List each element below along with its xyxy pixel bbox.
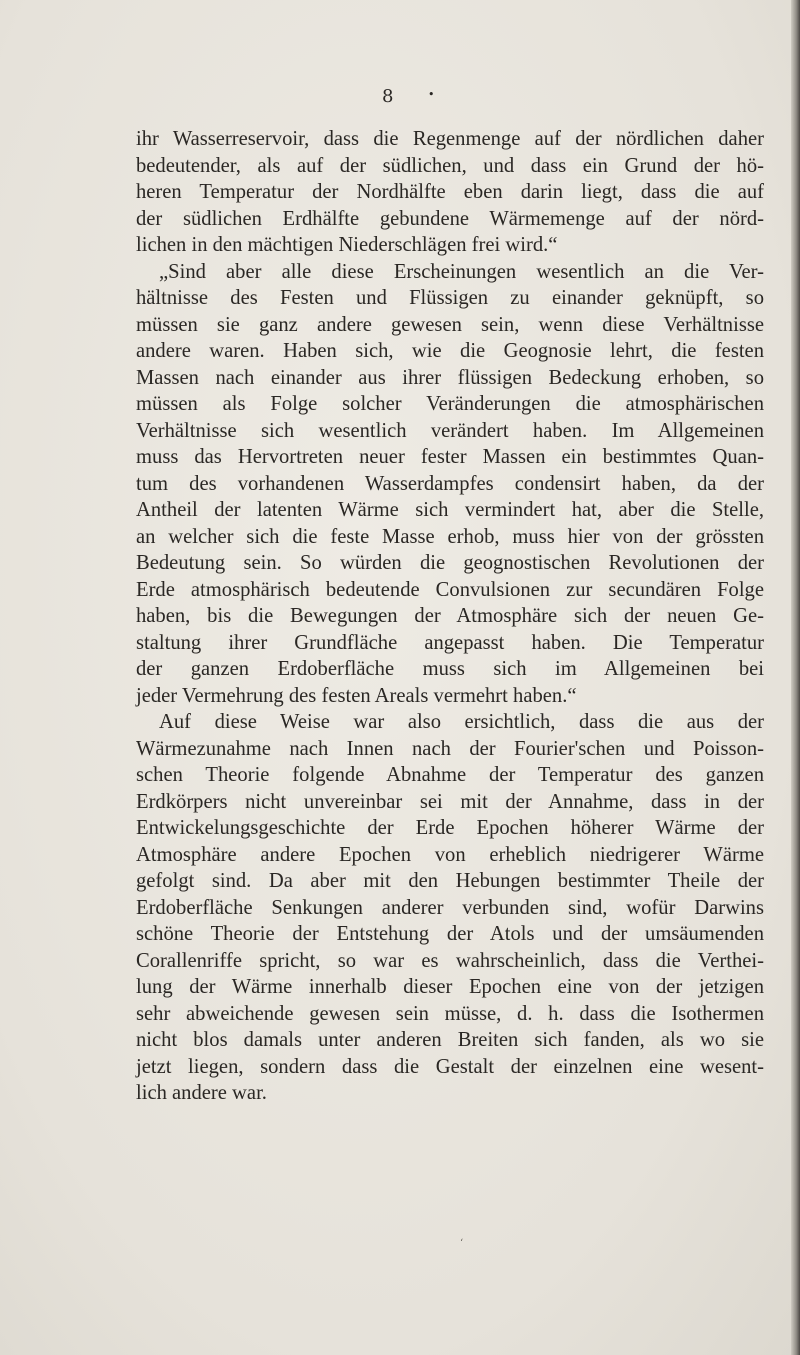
text-line: staltung ihrer Grundfläche angepasst haben. Die Temperatur [136,631,764,654]
text-line: gefolgt sind. Da aber mit den Hebungen bestimmter Theile der [136,870,764,892]
text-line: tum des vorhandenen Wasserdampfes condensirt haben, da der [136,472,764,495]
text-line: Erde atmosphärisch bedeutende Convulsionen zur secundären Folge [136,578,764,601]
print-mark: • [428,88,435,101]
text-line: an welcher sich die feste Masse erhob, muss hier von der grössten [136,525,764,548]
text-line: der südlichen Erdhälfte gebundene Wärmemenge auf der nörd- [136,207,764,230]
text-line: Antheil der latenten Wärme sich vermindert hat, aber die Stelle, [136,499,764,521]
text-line: Auf diese Weise war also ersichtlich, dass die aus der [159,711,764,733]
text-line: jetzt liegen, sondern dass die Gestalt der einzelnen eine wesent- [136,1055,764,1078]
text-line: jeder Vermehrung des festen Areals vermehrt haben.“ [136,684,577,707]
text-line: der ganzen Erdoberfläche muss sich im Allgemeinen bei [136,658,764,680]
text-line: haben, bis die Bewegungen der Atmosphäre sich der neuen Ge- [136,605,764,627]
print-mark: ʻ [460,1238,464,1249]
text-line: Corallenriffe spricht, so war es wahrscheinlich, dass die Verthei- [136,949,764,972]
page-number: 8 [382,86,395,107]
text-line: Atmosphäre andere Epochen von erheblich niedrigerer Wärme [136,843,764,866]
text-line: nicht blos damals unter anderen Breiten sich fanden, als wo sie [136,1029,764,1051]
text-line: heren Temperatur der Nordhälfte eben darin liegt, dass die auf [136,181,764,203]
text-line: Verhältnisse sich wesentlich verändert haben. Im Allgemeinen [136,419,764,442]
text-line: müssen sie ganz andere gewesen sein, wenn diese Verhältnisse [136,313,764,336]
text-line: Entwickelungsgeschichte der Erde Epochen höherer Wärme der [136,817,764,839]
text-line: muss das Hervortreten neuer fester Massen ein bestimmtes Quan- [136,446,764,468]
text-line: lich andere war. [136,1082,267,1104]
text-line: schen Theorie folgende Abnahme der Temperatur des ganzen [136,764,764,786]
text-line: Massen nach einander aus ihrer flüssigen Bedeckung erhoben, so [136,366,764,389]
text-line: ihr Wasserreservoir, dass die Regenmenge auf der nördlichen daher [136,128,764,150]
text-line: hältnisse des Festen und Flüssigen zu einander geknüpft, so [136,287,764,309]
text-line: müssen als Folge solcher Veränderungen die atmosphärischen [136,393,764,415]
text-line: andere waren. Haben sich, wie die Geognosie lehrt, die festen [136,340,764,362]
text-line: sehr abweichende gewesen sein müsse, d. h. dass die Isothermen [136,1002,764,1025]
text-line: Erdoberfläche Senkungen anderer verbunden sind, wofür Darwins [136,896,764,919]
text-line: schöne Theorie der Entstehung der Atols und der umsäumenden [136,923,764,945]
text-line: Wärmezunahme nach Innen nach der Fourier'schen und Poisson- [136,737,764,760]
text-line: bedeutender, als auf der südlichen, und dass ein Grund der hö- [136,154,764,177]
page-edge-shadow [791,0,800,1355]
text-line: Erdkörpers nicht unvereinbar sei mit der Annahme, dass in der [136,790,764,813]
text-line: lichen in den mächtigen Niederschlägen frei wird.“ [136,234,558,256]
text-line: lung der Wärme innerhalb dieser Epochen eine von der jetzigen [136,976,764,998]
text-line: „Sind aber alle diese Erscheinungen wesentlich an die Ver- [159,260,764,283]
text-line: Bedeutung sein. So würden die geognostischen Revolutionen der [136,552,764,574]
body-text [136,126,764,1107]
